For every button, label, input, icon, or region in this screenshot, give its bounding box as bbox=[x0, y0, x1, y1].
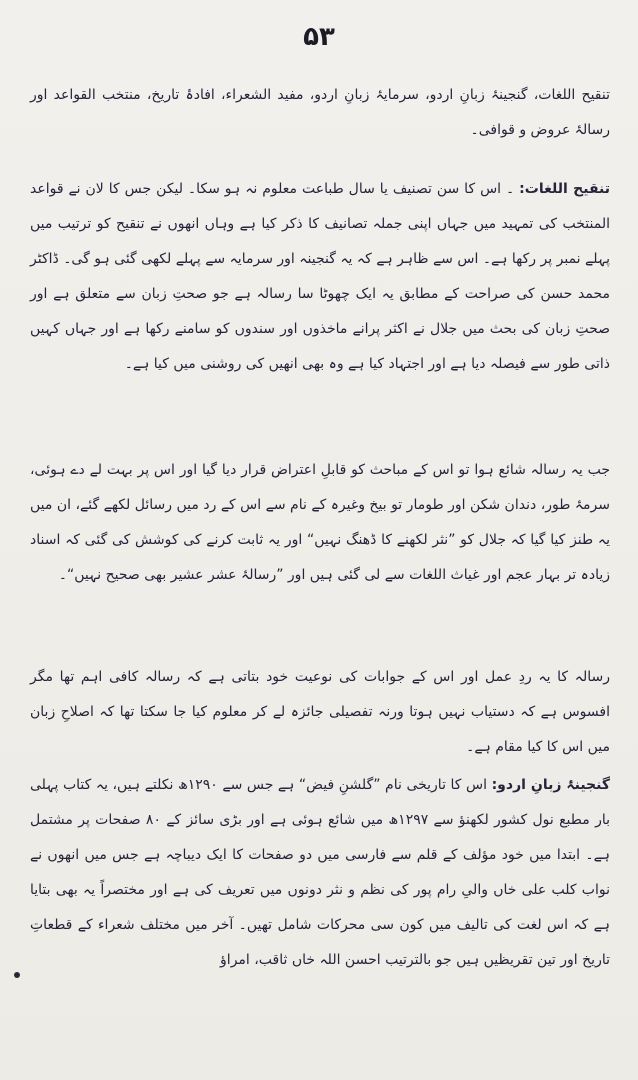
paragraph-heading: گنجینۂ زبانِ اردو: bbox=[491, 777, 610, 793]
paragraph-controversy bbox=[30, 453, 610, 593]
paragraph-text: ۔ اس کا سن تصنیف یا سال طباعت معلوم نہ ہو سکا۔ لیکن جس کا لان نے قواعد المنتخب کی تمہید میں جہاں اپنی جملہ تصانیف کا ذکر کیا ہے وہاں انھوں نے تنقیح کو ترتیب میں پہلے نمبر پر رکھا ہے۔ اس سے ظاہر ہے کہ یہ گنجینہ اور سرمایہ سے پہلے لکھی گئی ہو گی۔ ڈاکٹر محمد حسن کی صراحت کے مطابق یہ ایک چھوٹا سا رسالہ ہے جو صحتِ زبان سے متعلق ہے اور صحتِ زبان کی بحث میں جلال نے اکثر پرانے ماخذوں اور سندوں کو سامنے رکھا ہے اور جہاں کہیں ذاتی طور سے فیصلہ دیا ہے اور اجتہاد کیا ہے وہ بھی انھیں کی روشنی میں کیا ہے۔ bbox=[30, 181, 610, 372]
paragraph-text: تنقیح اللغات، گنجینۂ زبانِ اردو، سرمایۂ زبانِ اردو، مفید الشعراء، افادۂ تاریخ، منتخب القواعد اور رسالۂ عروض و قوافی۔ bbox=[30, 87, 610, 138]
paragraph-text: اس کا تاریخی نام ”گلشنِ فیض“ ہے جس سے ۱۲۹۰ھ نکلتے ہیں، یہ کتاب پہلی بار مطبع نول کشور لکھنؤ سے ۱۲۹۷ھ میں شائع ہوئی ہے اور بڑی سائز کے ۸۰ صفحات پر مشتمل ہے۔ ابتدا میں خود مؤلف کے قلم سے فارسی میں دو صفحات کا ایک دیباچہ ہے جس میں انھوں نے نواب کلب علی خاں والیِ رام پور کی نظم و نثر دونوں میں تعریف کی ہے اور مختصراً یہ بھی بتایا ہے کہ اس لغت کی تالیف میں کون سی محرکات شامل تھیں۔ آخر میں مختلف شعراء کے قطعاتِ تاریخ اور تین تقریظیں ہیں جو بالترتیب احسن اللہ خاں ثاقب، امراؤ bbox=[30, 777, 610, 968]
paragraph-tanqih-ul-lughat bbox=[30, 172, 610, 382]
paragraph-works-list bbox=[30, 78, 610, 148]
paragraph-ganjina bbox=[30, 768, 610, 978]
paragraph-text: رسالہ کا یہ ردِ عمل اور اس کے جوابات کی نوعیت خود بتاتی ہے کہ رسالہ کافی اہم تھا مگر افسوس ہے کہ دستیاب نہیں ہوتا ورنہ تفصیلی جائزہ لے کر معلوم کیا جا سکتا تھا کہ اصلاحِ زبان میں اس کا کیا مقام ہے۔ bbox=[30, 669, 610, 755]
margin-ink-dot bbox=[14, 972, 20, 978]
paragraph-heading: تنقیح اللغات: bbox=[519, 181, 610, 197]
paragraph-reaction bbox=[30, 660, 610, 765]
paragraph-text: جب یہ رسالہ شائع ہوا تو اس کے مباحث کو قابلِ اعتراض قرار دیا گیا اور اس پر بہت لے دے ہوئی، سرمۂ طور، دندان شکن اور طومار تو بیخ وغیرہ کے نام سے اس کے رد میں رسائل لکھے گئے، ان میں یہ طنز کیا گیا کہ جلال کو ”نثر لکھنے کا ڈھنگ نہیں“ اور یہ ثابت کرنے کی کوشش کی گئی کہ اسناد زیادہ تر بہار عجم اور غیاث اللغات سے لی گئی ہیں اور ”رسالۂ عشر عشیر بھی صحیح نہیں“۔ bbox=[30, 462, 610, 583]
page-number: ۵۳ bbox=[303, 22, 335, 52]
